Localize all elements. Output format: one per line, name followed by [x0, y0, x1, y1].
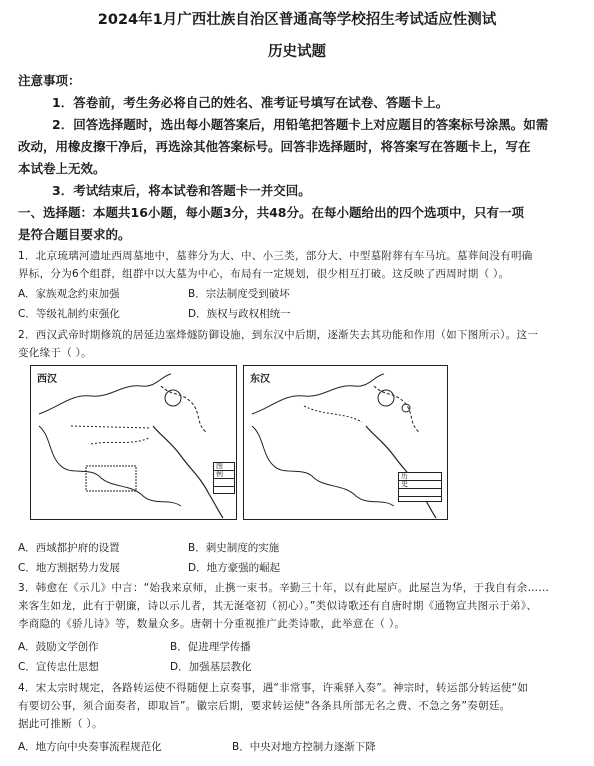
map-legend	[398, 472, 442, 502]
option-b[interactable]: B．刺史制度的实施	[188, 542, 280, 554]
question-text: 来客生如龙，此有于朝廉，诗以示儿者，其无涎毫初（初心）。”类似诗歌还有自唐时期《通物宣共图示于弟》、	[18, 600, 538, 612]
legend-row: 史	[399, 481, 441, 489]
map-western-han	[30, 365, 237, 520]
option-c[interactable]: C．宣传忠仕思想	[18, 661, 99, 673]
question-text: 变化缘于（ ）。	[18, 347, 92, 359]
section-heading: 一、选择题：本题共16小题，每小题3分，共48分。在每小题给出的四个选项中，只有一项	[18, 205, 524, 220]
notice-item: 1．答卷前，考生务必将自己的姓名、准考证号填写在试卷、答题卡上。	[52, 95, 449, 110]
question-text: 4．宋太宗时规定，各路转运使不得随便上京奏事，遇“非常事，许乘驿入奏”。神宗时，转运部分转运使“如	[18, 682, 529, 694]
question-text: 2．西汉武帝时期修筑的居延边塞烽燧防御设施，到东汉中后期，逐渐失去其功能和作用（如下图所示）。这一	[18, 329, 539, 341]
legend-row	[399, 489, 441, 497]
notice-item: 2．回答选择题时，选出每小题答案后，用铅笔把答题卡上对应题目的答案标号涂黑。如需	[52, 117, 549, 132]
option-d[interactable]: D．地方豪强的崛起	[188, 562, 281, 574]
exam-subtitle: 历史试题	[268, 44, 326, 60]
map-label: 东汉	[250, 374, 270, 385]
option-a[interactable]: A．家族观念约束加强	[18, 288, 120, 300]
option-c[interactable]: C．等级礼制约束强化	[18, 308, 120, 320]
question-text: 李商隐的《骄儿诗》等，数量众多。唐朝十分重视推广此类诗歌，此举意在（ ）。	[18, 618, 406, 630]
legend-row: 图	[214, 463, 234, 471]
legend-row: 历	[399, 473, 441, 481]
map-legend	[213, 462, 235, 494]
notice-item: 改动，用橡皮擦干净后，再选涂其他答案标号。回答非选择题时，将答案写在答题卡上，写在	[18, 139, 531, 154]
notice-item: 本试卷上无效。	[18, 161, 106, 176]
option-b[interactable]: B．中央对地方控制力逐渐下降	[232, 741, 376, 753]
notice-item: 3．考试结束后，将本试卷和答题卡一并交回。	[52, 183, 311, 198]
question-text: 1．北京琉璃河遗址西周墓地中，墓葬分为大、中、小三类，部分大、中型墓附葬有车马坑。墓葬间没有明确	[18, 250, 533, 262]
legend-row: 例	[214, 471, 234, 479]
question-text: 有要切公事，须合面奏者，即取旨”。徽宗后期，要求转运使“各条具所部无名之费、不急之务”奏朝廷。	[18, 700, 511, 712]
option-d[interactable]: D．加强基层教化	[170, 661, 252, 673]
option-a[interactable]: A．鼓励文学创作	[18, 641, 99, 653]
option-d[interactable]: D．族权与政权相统一	[188, 308, 291, 320]
question-text: 据此可推断（ ）。	[18, 718, 103, 730]
option-b[interactable]: B．促进理学传播	[170, 641, 251, 653]
notice-heading: 注意事项：	[18, 73, 81, 88]
exam-title: 2024年1月广西壮族自治区普通高等学校招生考试适应性测试	[97, 12, 497, 28]
question-text: 3．韩愈在《示儿》中言：“始我来京师，止携一束书。辛勤三十年，以有此屋庐。此屋岂为华，于我自有余……	[18, 582, 550, 594]
map-eastern-han	[243, 365, 448, 520]
map-label: 西汉	[37, 374, 57, 385]
option-c[interactable]: C．地方割据势力发展	[18, 562, 120, 574]
option-a[interactable]: A．地方向中央奏事流程规范化	[18, 741, 162, 753]
question-text: 界标，分为6个组群，组群中以大墓为中心，布局有一定规划，很少相互打破。这反映了西周时期（ ）。	[18, 268, 510, 280]
section-heading: 是符合题目要求的。	[18, 227, 131, 242]
map-drawing	[31, 366, 236, 519]
option-b[interactable]: B．宗法制度受到破坏	[188, 288, 290, 300]
legend-row	[214, 479, 234, 487]
option-a[interactable]: A．西域都护府的设置	[18, 542, 120, 554]
